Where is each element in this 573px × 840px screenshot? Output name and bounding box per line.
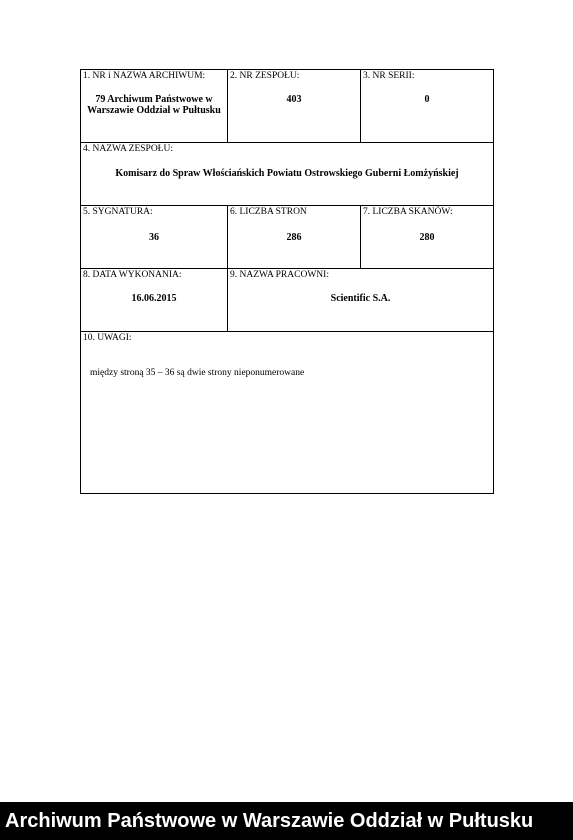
page-count-label: 6. LICZBA STRON <box>230 207 307 217</box>
signature-label: 5. SYGNATURA: <box>83 207 153 217</box>
form-row-4 <box>81 269 493 332</box>
scan-count-value: 280 <box>419 232 435 243</box>
archive-cell <box>81 70 228 142</box>
archive-label: 1. NR i NAZWA ARCHIWUM: <box>83 71 206 81</box>
date-cell <box>81 269 228 331</box>
workshop-value: Scientific S.A. <box>330 293 391 304</box>
date-value: 16.06.2015 <box>131 293 177 304</box>
scan-count-cell <box>361 206 493 268</box>
fonds-number-cell <box>228 70 361 142</box>
metadata-form <box>80 69 494 494</box>
fonds-number-label: 2. NR ZESPOŁU: <box>230 71 300 81</box>
series-number-cell <box>361 70 493 142</box>
signature-cell <box>81 206 228 268</box>
fonds-name-cell <box>81 143 493 205</box>
footer-banner <box>0 802 573 840</box>
form-row-5 <box>81 332 493 495</box>
archive-value: 79 Archiwum Państwowe w Warszawie Oddział w Pułtusku <box>87 94 221 116</box>
fonds-name-label: 4. NAZWA ZESPOŁU: <box>83 144 173 154</box>
form-row-3 <box>81 206 493 269</box>
page-count-cell <box>228 206 361 268</box>
signature-value: 36 <box>149 232 159 243</box>
fonds-name-value: Komisarz do Spraw Włościańskich Powiatu Ostrowskiego Guberni Łomżyńskiej <box>115 168 459 179</box>
fonds-number-value: 403 <box>286 94 302 105</box>
page-count-value: 286 <box>286 232 302 243</box>
remarks-cell <box>81 332 493 495</box>
scan-count-label: 7. LICZBA SKANÓW: <box>363 207 453 217</box>
workshop-label: 9. NAZWA PRACOWNI: <box>230 270 329 280</box>
remarks-value: między stroną 35 – 36 są dwie strony nieponumerowane <box>90 368 305 378</box>
workshop-cell <box>228 269 493 331</box>
remarks-label: 10. UWAGI: <box>83 333 132 343</box>
form-row-2 <box>81 143 493 206</box>
series-number-label: 3. NR SERII: <box>363 71 415 81</box>
form-row-1 <box>81 70 493 143</box>
date-label: 8. DATA WYKONANIA: <box>83 270 182 280</box>
series-number-value: 0 <box>424 94 430 105</box>
footer-text: Archiwum Państwowe w Warszawie Oddział w Pułtusku <box>5 809 534 832</box>
